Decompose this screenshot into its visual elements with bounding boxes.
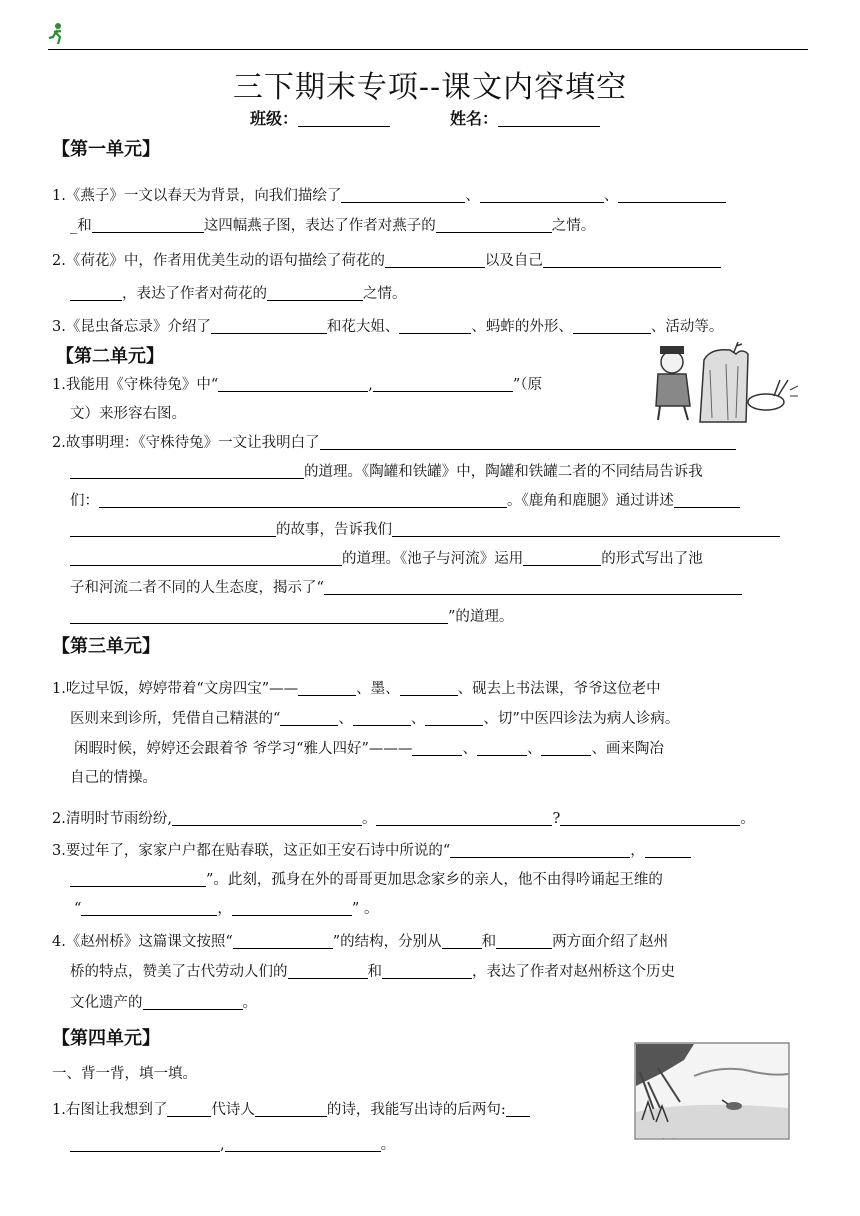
blank[interactable]: [172, 811, 362, 827]
blank[interactable]: [399, 319, 471, 335]
u1-q1-line2: _和 这四幅燕子图，表达了作者对燕子的 之情。: [70, 218, 596, 234]
blank[interactable]: [167, 1102, 211, 1118]
rabbit-stump-illustration: [638, 340, 798, 426]
name-label: 姓名：: [450, 109, 499, 128]
u2-q2-line1: 2.故事明理：《守株待兔》一文让我明白了: [52, 433, 736, 453]
u2-q1-line1: 1.我能用《守株待兔》中“ , ”（原: [52, 377, 543, 393]
section-unit-4: 【第四单元】: [52, 1028, 160, 1049]
u3-q1-line4: 自己的情操。: [70, 770, 157, 786]
header-rule: [48, 49, 808, 50]
blank[interactable]: [477, 741, 527, 757]
u4-q1-line1: 1.右图让我想到了 代诗人 的诗，我能写出诗的后两句:: [52, 1100, 530, 1120]
blank[interactable]: [99, 493, 507, 509]
runner-icon: [48, 22, 64, 46]
blank[interactable]: [267, 286, 363, 302]
blank[interactable]: [70, 609, 448, 625]
name-blank[interactable]: [498, 110, 600, 127]
u4-intro: 一、背一背，填一填。: [52, 1066, 197, 1082]
blank[interactable]: [70, 1137, 220, 1153]
blank[interactable]: [225, 1137, 381, 1153]
blank[interactable]: [70, 464, 304, 480]
blank[interactable]: [450, 843, 630, 859]
blank[interactable]: [233, 934, 333, 950]
blank[interactable]: [376, 811, 552, 827]
class-blank[interactable]: [298, 110, 390, 127]
u2-q2-line4: 的故事，告诉我们: [70, 520, 780, 540]
u4-q1-line2: , 。: [70, 1135, 395, 1155]
u2-q2-line6: 子和河流二者不同的人生态度，揭示了“: [70, 578, 742, 598]
blank[interactable]: [298, 681, 356, 697]
u3-q4-line3: 文化遗产的 。: [70, 995, 257, 1011]
blank[interactable]: [425, 711, 483, 727]
blank[interactable]: [392, 522, 780, 538]
blank[interactable]: [382, 964, 472, 980]
blank[interactable]: [70, 872, 206, 888]
u1-q1-line1: 1.《燕子》一文以春天为背景，向我们描绘了 、 、: [52, 186, 726, 206]
blank[interactable]: [218, 377, 368, 393]
section-unit-3: 【第三单元】: [52, 636, 160, 657]
u3-q4-line2: 桥的特点，赞美了古代劳动人们的 和 ，表达了作者对赵州桥这个历史: [70, 964, 675, 980]
blank[interactable]: [320, 435, 736, 451]
blank[interactable]: [645, 843, 691, 859]
u2-q2-line3: 们： 。《鹿角和鹿腿》通过讲述: [70, 491, 740, 511]
blank[interactable]: [280, 711, 338, 727]
u3-q3-line1: 3.要过年了，家家户户都在贴春联，这正如王安石诗中所说的“ ，: [52, 841, 691, 861]
blank[interactable]: [674, 493, 740, 509]
blank[interactable]: [373, 377, 513, 393]
blank[interactable]: [560, 811, 740, 827]
blank[interactable]: [353, 711, 411, 727]
blank[interactable]: [541, 741, 591, 757]
blank[interactable]: [543, 253, 721, 269]
u3-q3-line3: “ ， ” 。: [74, 901, 379, 917]
blank[interactable]: [81, 901, 217, 917]
blank[interactable]: [480, 188, 604, 204]
landscape-illustration: [634, 1042, 790, 1140]
u3-q1-line1: 1.吃过早饭，婷婷带着“文房四宝”—— 、墨、 、砚去上书法课，爷爷这位老中: [52, 681, 661, 697]
student-info: [250, 106, 600, 129]
blank[interactable]: [506, 1102, 530, 1118]
u3-q1-line3: 闲暇时候，婷婷还会跟着爷 爷学习“雅人四好”——— 、 、 、画来陶冶: [74, 741, 664, 757]
blank[interactable]: [143, 995, 243, 1011]
page-title: 三下期末专项--课文内容填空: [232, 70, 628, 105]
blank[interactable]: [573, 319, 651, 335]
u2-q2-line5: 的道理。《池子与河流》运用 的形式写出了池: [70, 549, 703, 569]
blank[interactable]: [232, 901, 352, 917]
u2-q2-line7: ”的道理。: [70, 607, 513, 627]
blank[interactable]: [70, 522, 276, 538]
blank[interactable]: [442, 934, 482, 950]
section-unit-2: 【第二单元】: [56, 346, 164, 367]
u3-q3-line2: ”。此刻，孤身在外的哥哥更加思念家乡的亲人，他不由得吟诵起王维的: [70, 870, 663, 890]
blank[interactable]: [324, 580, 742, 596]
blank[interactable]: [255, 1102, 327, 1118]
u1-q2-line2: ，表达了作者对荷花的 之情。: [70, 284, 407, 304]
blank[interactable]: [70, 286, 122, 302]
blank[interactable]: [618, 188, 726, 204]
blank[interactable]: [412, 741, 462, 757]
blank[interactable]: [436, 218, 552, 234]
blank[interactable]: [92, 218, 204, 234]
blank[interactable]: [523, 551, 601, 567]
blank[interactable]: [385, 253, 485, 269]
u2-q2-line2: 的道理。《陶罐和铁罐》中，陶罐和铁罐二者的不同结局告诉我: [70, 462, 703, 482]
u3-q2: 2.清明时节雨纷纷, 。 ? 。: [52, 811, 755, 827]
blank[interactable]: [288, 964, 368, 980]
u1-q2-line1: 2.《荷花》中，作者用优美生动的语句描绘了荷花的 以及自己: [52, 251, 721, 271]
blank[interactable]: [400, 681, 458, 697]
section-unit-1: 【第一单元】: [52, 139, 160, 160]
blank[interactable]: [211, 319, 327, 335]
u3-q1-line2: 医则来到诊所，凭借自己精湛的“ 、 、 、切”中医四诊法为病人诊病。: [70, 711, 680, 727]
u1-q3: 3.《昆虫备忘录》介绍了 和花大姐、 、蚂蚱的外形、 、活动等。: [52, 319, 724, 335]
blank[interactable]: [70, 551, 342, 567]
u3-q4-line1: 4.《赵州桥》这篇课文按照“ ”的结构，分别从 和 两方面介绍了赵州: [52, 934, 669, 950]
class-label: 班级：: [250, 109, 299, 128]
blank[interactable]: [341, 188, 465, 204]
site-logo: [48, 22, 112, 48]
u2-q1-line2: 文）来形容右图。: [70, 406, 186, 422]
blank[interactable]: [496, 934, 552, 950]
